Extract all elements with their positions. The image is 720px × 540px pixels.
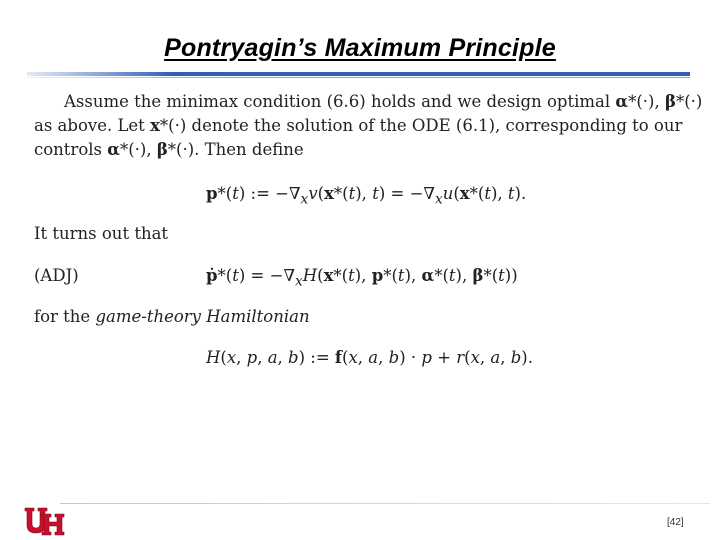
line2-b: denote the solution of the ODE (6.1), corresponding to our (186, 116, 683, 135)
math-controls: α*(·), β*(·) (107, 140, 195, 159)
footer-divider (60, 503, 710, 504)
for-the-text: for the (34, 307, 96, 326)
line3-b: . Then define (194, 140, 304, 159)
for-the-line (34, 305, 310, 329)
line2-a: as above. Let (34, 116, 151, 135)
math-alpha-beta-star: α*(·), β*(·) (615, 92, 703, 111)
math-x-star: x*(·) (150, 116, 187, 135)
slide-title: Pontryagin’s Maximum Principle (164, 34, 556, 62)
university-of-houston-logo-icon (22, 504, 68, 538)
turns-out-text: It turns out that (34, 224, 169, 243)
line3-a: controls (34, 140, 108, 159)
equation-hamiltonian: H(x, p, a, b) := f(x, a, b) · p + r(x, a, b). (206, 348, 533, 367)
equation-adj: ṗ*(t) = $-\nabla_xH(x*(t)$, p*(t), α*(t), β*(t)) (206, 266, 518, 290)
adj-label: (ADJ) (34, 266, 79, 285)
equation-p-star: p*(t) := $-\nabla_xv(x*(t)$, $t) = -\nabla_xu(x*(t)$, t). (206, 184, 527, 208)
paragraph-line-3 (34, 138, 304, 162)
paragraph-line-2 (34, 114, 682, 138)
line1-text: Assume the minimax condition (6.6) holds and we design optimal (64, 92, 616, 111)
paragraph-line-1 (64, 90, 702, 114)
title-divider (27, 72, 690, 76)
page-number: [42] (667, 517, 684, 528)
hamiltonian-label: game-theory Hamiltonian (95, 307, 310, 326)
title-divider-thin (27, 77, 690, 78)
